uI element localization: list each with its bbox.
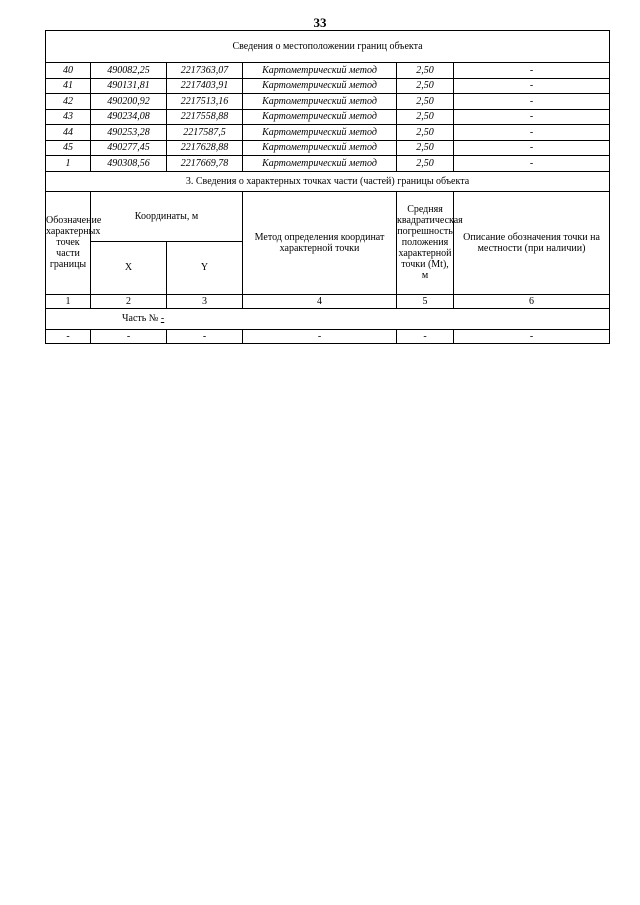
empty-cell: -: [167, 329, 243, 343]
empty-cell: -: [46, 329, 91, 343]
table-row: [46, 329, 610, 343]
column-header-row: [46, 191, 610, 241]
y-coordinate-cell: 2217363,07: [167, 63, 243, 79]
rms-error-cell: 2,50: [397, 140, 454, 156]
part-value: -: [160, 313, 165, 324]
part-label: Часть №: [122, 313, 159, 324]
point-number-cell: 42: [46, 94, 91, 110]
column-number: 5: [397, 294, 454, 308]
description-cell: -: [454, 125, 610, 141]
table-row: [46, 140, 610, 156]
table-row: [46, 78, 610, 94]
coordinates-header: Координаты, м: [91, 191, 243, 241]
description-header: Описание обозначения точки на местности (при наличии): [454, 191, 610, 294]
method-cell: Картометрический метод: [243, 140, 397, 156]
column-number: 4: [243, 294, 397, 308]
description-cell: -: [454, 140, 610, 156]
y-coordinate-cell: 2217558,88: [167, 109, 243, 125]
description-cell: -: [454, 94, 610, 110]
y-coordinate-cell: 2217403,91: [167, 78, 243, 94]
x-coordinate-cell: 490308,56: [91, 156, 167, 172]
method-cell: Картометрический метод: [243, 109, 397, 125]
method-cell: Картометрический метод: [243, 156, 397, 172]
point-number-cell: 41: [46, 78, 91, 94]
column-number: 3: [167, 294, 243, 308]
table-row: [46, 63, 610, 79]
point-number-cell: 40: [46, 63, 91, 79]
table-row: [46, 156, 610, 172]
description-cell: -: [454, 156, 610, 172]
x-coordinate-cell: 490131,81: [91, 78, 167, 94]
column-number: 1: [46, 294, 91, 308]
y-coordinate-cell: 2217513,16: [167, 94, 243, 110]
x-coordinate-cell: 490082,25: [91, 63, 167, 79]
rms-error-cell: 2,50: [397, 109, 454, 125]
column-number: 2: [91, 294, 167, 308]
column-number: 6: [454, 294, 610, 308]
part-label-cell: [46, 308, 610, 329]
rms-error-cell: 2,50: [397, 63, 454, 79]
y-header: Y: [167, 241, 243, 294]
part-row: [46, 308, 610, 329]
point-number-cell: 44: [46, 125, 91, 141]
y-coordinate-cell: 2217669,78: [167, 156, 243, 172]
rms-error-cell: 2,50: [397, 94, 454, 110]
method-cell: Картометрический метод: [243, 94, 397, 110]
description-cell: -: [454, 109, 610, 125]
rms-error-header: Средняя квадратическая погрешность положения характерной точки (Mt), м: [397, 191, 454, 294]
rms-error-cell: 2,50: [397, 156, 454, 172]
column-number-row: [46, 294, 610, 308]
section-3-title: 3. Сведения о характерных точках части (частей) границы объекта: [46, 171, 610, 191]
point-number-cell: 45: [46, 140, 91, 156]
table-row: [46, 94, 610, 110]
method-cell: Картометрический метод: [243, 63, 397, 79]
rms-error-cell: 2,50: [397, 125, 454, 141]
description-cell: -: [454, 63, 610, 79]
x-coordinate-cell: 490253,28: [91, 125, 167, 141]
empty-cell: -: [91, 329, 167, 343]
method-header: Метод определения координат характерной точки: [243, 191, 397, 294]
description-cell: -: [454, 78, 610, 94]
page-number: 33: [313, 15, 327, 30]
section-heading-row: [46, 171, 610, 191]
x-coordinate-cell: 490234,08: [91, 109, 167, 125]
table-title: Сведения о местоположении границ объекта: [46, 31, 610, 63]
method-cell: Картометрический метод: [243, 125, 397, 141]
x-coordinate-cell: 490200,92: [91, 94, 167, 110]
empty-cell: -: [243, 329, 397, 343]
boundary-table: [45, 30, 610, 344]
point-designation-header: Обозначение характерных точек части границы: [46, 191, 91, 294]
x-coordinate-cell: 490277,45: [91, 140, 167, 156]
point-number-cell: 43: [46, 109, 91, 125]
y-coordinate-cell: 2217587,5: [167, 125, 243, 141]
point-number-cell: 1: [46, 156, 91, 172]
table-row: [46, 125, 610, 141]
y-coordinate-cell: 2217628,88: [167, 140, 243, 156]
table-row: [46, 109, 610, 125]
x-header: X: [91, 241, 167, 294]
table-title-row: [46, 31, 610, 63]
empty-cell: -: [454, 329, 610, 343]
rms-error-cell: 2,50: [397, 78, 454, 94]
empty-cell: -: [397, 329, 454, 343]
method-cell: Картометрический метод: [243, 78, 397, 94]
